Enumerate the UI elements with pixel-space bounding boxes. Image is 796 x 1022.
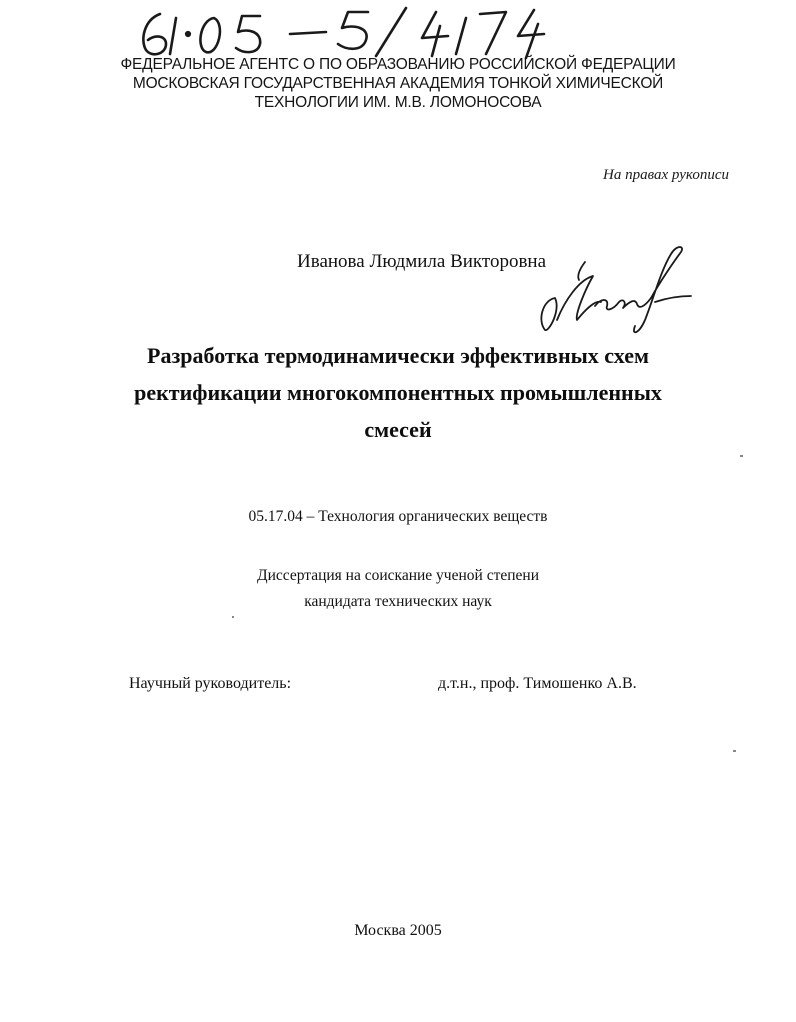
degree-line-1: Диссертация на соискание ученой степени [257,567,539,584]
advisor-name: д.т.н., проф. Тимошенко А.В. [438,675,637,692]
specialty-code: 05.17.04 – Технология органических веществ [248,508,548,525]
city-year: Москва 2005 [354,922,442,939]
scan-speck [733,750,736,752]
signature [535,240,695,340]
dissertation-title [0,337,796,448]
manuscript-note: На правах рукописи [603,167,729,183]
organization-header [0,55,796,112]
organization-line-3: ТЕХНОЛОГИИ ИМ. М.В. ЛОМОНОСОВА [254,94,542,111]
scan-speck [232,616,234,618]
title-line-3: смесей [364,417,432,442]
organization-line-1: ФЕДЕРАЛЬНОЕ АГЕНТС О ПО ОБРАЗОВАНИЮ РОССИЙСКОЙ ФЕДЕРАЦИИ [120,56,676,73]
degree-line-2: кандидата технических наук [304,593,492,610]
title-line-1: Разработка термодинамически эффективных схем [147,343,649,368]
organization-line-2: МОСКОВСКАЯ ГОСУДАРСТВЕННАЯ АКАДЕМИЯ ТОНКОЙ ХИМИЧЕСКОЙ [132,75,664,92]
author-name: Иванова Людмила Викторовна [297,251,547,272]
degree-statement [0,563,796,615]
title-line-2: ректификации многокомпонентных промышленных [134,380,662,405]
handwritten-archive-code [130,4,550,62]
scan-speck [740,455,743,457]
advisor-label: Научный руководитель: [129,675,292,692]
